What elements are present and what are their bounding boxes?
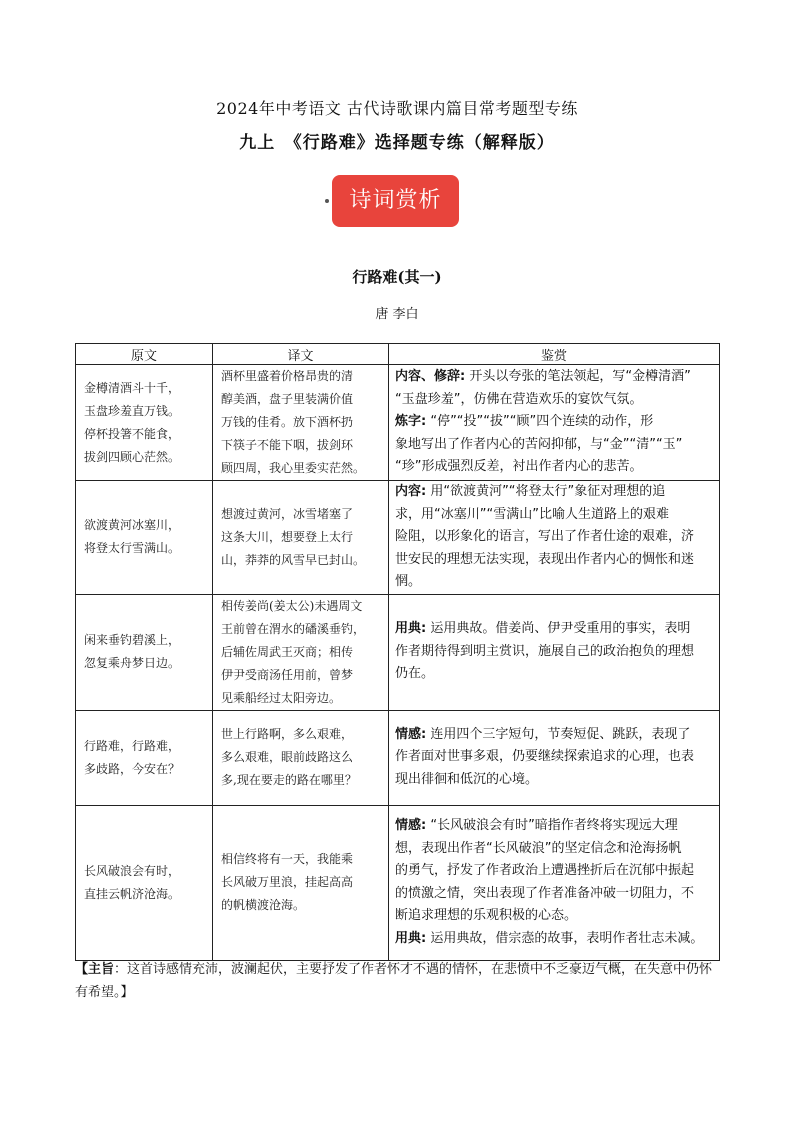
poem-title: 行路难(其一) — [352, 268, 442, 286]
appreciation-line — [395, 549, 713, 572]
translation-line: 长风破万里浪，挂起高高 — [221, 875, 354, 889]
original-line: 将登太行雪满山。 — [84, 541, 181, 556]
original-line: 停杯投箸不能食， — [84, 426, 181, 441]
translation-cell — [213, 710, 389, 805]
original-text-cell — [76, 805, 213, 960]
appreciation-text: 用“欲渡黄河”“将登太行”象征对理想的追 — [426, 484, 666, 499]
appreciation-line — [395, 481, 713, 504]
appreciation-line — [395, 618, 713, 641]
appreciation-cell — [389, 365, 720, 481]
translation-line: 多,现在要走的路在哪里？ — [221, 773, 357, 787]
translation-line: 世上行路啊，多么艰难， — [221, 727, 354, 741]
appreciation-line — [395, 838, 713, 861]
translation-line: 的帆横渡沧海。 — [221, 898, 306, 912]
original-text-cell — [76, 710, 213, 805]
appreciation-text: 运用典故，借宗悫的故事，表明作者壮志未减。 — [426, 930, 704, 946]
table-row — [76, 594, 720, 710]
appreciation-line — [395, 641, 713, 664]
translation-line: 相信终将有一天，我能乘 — [221, 852, 354, 866]
appreciation-label: 情感: — [395, 818, 427, 833]
appreciation-text: 运用典故。借姜尚、伊尹受重用的事实，表明 — [426, 621, 691, 637]
appreciation-line — [395, 504, 713, 527]
original-text-cell — [76, 594, 213, 710]
appreciation-text: 世安民的理想无法实现，表现出作者内心的惆怅和迷 — [395, 551, 695, 567]
summary-text: ：这首诗感情充沛，波澜起伏，主要抒发了作者怀才不遇的情怀，在悲愤中不乏豪迈气概，在失意中仍怀有希望。】 — [75, 962, 713, 1000]
table-header-row — [76, 344, 720, 365]
translation-line: 伊尹受商汤任用前，曾梦 — [221, 667, 354, 682]
translation-cell — [213, 594, 389, 710]
appreciation-text: 断追求理想的乐观积极的心态。 — [395, 908, 578, 923]
translation-line: 相传姜尚(姜太公)未遇周文 — [221, 598, 363, 613]
original-line: 行路难，行路难， — [84, 738, 181, 753]
original-line: 忽复乘舟梦日边。 — [84, 656, 181, 670]
appreciation-label: 炼字: — [395, 414, 427, 430]
translation-line: 顾四周，我心里委实茫然。 — [221, 461, 366, 475]
appreciation-label: 用典: — [395, 621, 427, 637]
table-row — [76, 365, 720, 481]
appreciation-text: 象地写出了作者内心的苦闷抑郁，与“金”“清”“玉” — [395, 436, 683, 452]
appreciation-text: “珍”形成强烈反差，衬出作者内心的悲苦。 — [395, 459, 643, 475]
document-title: 2024年中考语文 古代诗歌课内篇目常考题型专练 — [216, 99, 578, 118]
appreciation-line — [395, 815, 713, 838]
translation-line: 万钱的佳肴。放下酒杯扔 — [221, 415, 354, 429]
table-row — [76, 805, 720, 960]
poem-author: 唐 李白 — [375, 307, 419, 322]
appreciation-text: 仍在。 — [395, 666, 435, 682]
appreciation-label: 情感: — [395, 726, 427, 742]
translation-line: 醇美酒，盘子里装满价值 — [221, 392, 354, 406]
appreciation-line — [395, 769, 713, 792]
appreciation-text: 险阻，以形象化的语言，写出了作者仕途的艰难，济 — [395, 529, 695, 544]
translation-line: 后辅佐周武王灭商；相传 — [221, 644, 354, 659]
appreciation-cell — [389, 594, 720, 710]
header-appreciation: 鉴赏 — [389, 344, 720, 365]
appreciation-text: “玉盘珍羞”，仿佛在营造欢乐的宴饮气氛。 — [395, 391, 643, 407]
table-row — [76, 710, 720, 805]
original-line: 闲来垂钓碧溪上， — [84, 633, 181, 647]
appreciation-line — [395, 434, 713, 457]
translation-cell — [213, 365, 389, 481]
original-line: 长风破浪会有时， — [84, 863, 181, 878]
appreciation-line — [395, 663, 713, 686]
translation-cell — [213, 481, 389, 595]
document-subtitle: 九上 《行路难》选择题专练（解释版） — [239, 133, 555, 153]
appreciation-line — [395, 456, 713, 479]
appreciation-text: 想，表现出作者“长风破浪”的坚定信念和沧海扬帆 — [395, 840, 682, 856]
appreciation-line — [395, 366, 713, 389]
appreciation-text: 惘。 — [395, 574, 422, 589]
badge-bullet-icon — [325, 199, 329, 203]
appreciation-text: 的愤激之情，突出表现了作者准备冲破一切阻力，不 — [395, 885, 695, 901]
translation-line: 下筷子不能下咽，拔剑环 — [221, 438, 354, 452]
appreciation-text: 连用四个三字短句，节奏短促、跳跃，表现了 — [426, 726, 691, 742]
appreciation-line — [395, 724, 713, 747]
appreciation-text: 作者面对世事多艰，仍要继续探索追求的心理，也表 — [395, 749, 695, 765]
appreciation-line — [395, 928, 713, 951]
appreciation-text: 开头以夸张的笔法领起，写“金樽清酒” — [465, 369, 691, 385]
appreciation-text: “停”“投”“拔”“顾”四个连续的动作，形 — [426, 414, 654, 430]
appreciation-line — [395, 746, 713, 769]
appreciation-line — [395, 389, 713, 412]
appreciation-line — [395, 526, 713, 549]
original-line: 拔剑四顾心茫然。 — [84, 449, 181, 464]
translation-line: 这条大川，想要登上太行 — [221, 529, 354, 544]
poem-analysis-table — [75, 343, 720, 961]
original-text-cell — [76, 365, 213, 481]
translation-line: 王前曾在渭水的磻溪垂钓， — [221, 621, 366, 636]
translation-line: 想渡过黄河，冰雪堵塞了 — [221, 506, 354, 521]
appreciation-cell — [389, 710, 720, 805]
translation-line: 见乘船经过太阳旁边。 — [221, 690, 342, 705]
appreciation-text: “长风破浪会有时”暗指作者终将实现远大理 — [426, 818, 678, 833]
original-line: 玉盘珍羞直万钱。 — [84, 403, 181, 418]
appreciation-label: 内容: — [395, 484, 427, 499]
original-line: 直挂云帆济沧海。 — [84, 886, 181, 901]
appreciation-text: 现出徘徊和低沉的心境。 — [395, 771, 539, 787]
header-original: 原文 — [76, 344, 213, 365]
table-row — [76, 481, 720, 595]
poem-summary — [75, 958, 725, 1004]
header-translation: 译文 — [213, 344, 389, 365]
appreciation-text: 作者期待得到明主赏识，施展自己的政治抱负的理想 — [395, 643, 695, 659]
appreciation-text: 求，用“冰塞川”“雪满山”比喻人生道路上的艰难 — [395, 506, 669, 522]
translation-line: 酒杯里盛着价格昂贵的清 — [221, 369, 354, 383]
appreciation-line — [395, 860, 713, 883]
appreciation-text: 的勇气，抒发了作者政治上遭遇挫折后在沉郁中振起 — [395, 863, 695, 878]
original-line: 欲渡黄河冰塞川， — [84, 518, 181, 533]
appreciation-cell — [389, 805, 720, 960]
appreciation-line — [395, 883, 713, 906]
summary-label: 【主旨 — [75, 962, 115, 977]
translation-line: 山，莽莽的风雪早已封山。 — [221, 552, 366, 567]
section-badge: 诗词赏析 — [332, 175, 459, 227]
appreciation-cell — [389, 481, 720, 595]
appreciation-line — [395, 905, 713, 928]
translation-line: 多么艰难，眼前歧路这么 — [221, 750, 354, 764]
appreciation-label: 用典: — [395, 930, 427, 946]
original-line: 多歧路，今安在？ — [84, 761, 181, 776]
appreciation-line — [395, 411, 713, 434]
translation-cell — [213, 805, 389, 960]
appreciation-line — [395, 571, 713, 594]
original-text-cell — [76, 481, 213, 595]
appreciation-label: 内容、修辞: — [395, 369, 466, 385]
original-line: 金樽清酒斗十千， — [84, 380, 181, 395]
